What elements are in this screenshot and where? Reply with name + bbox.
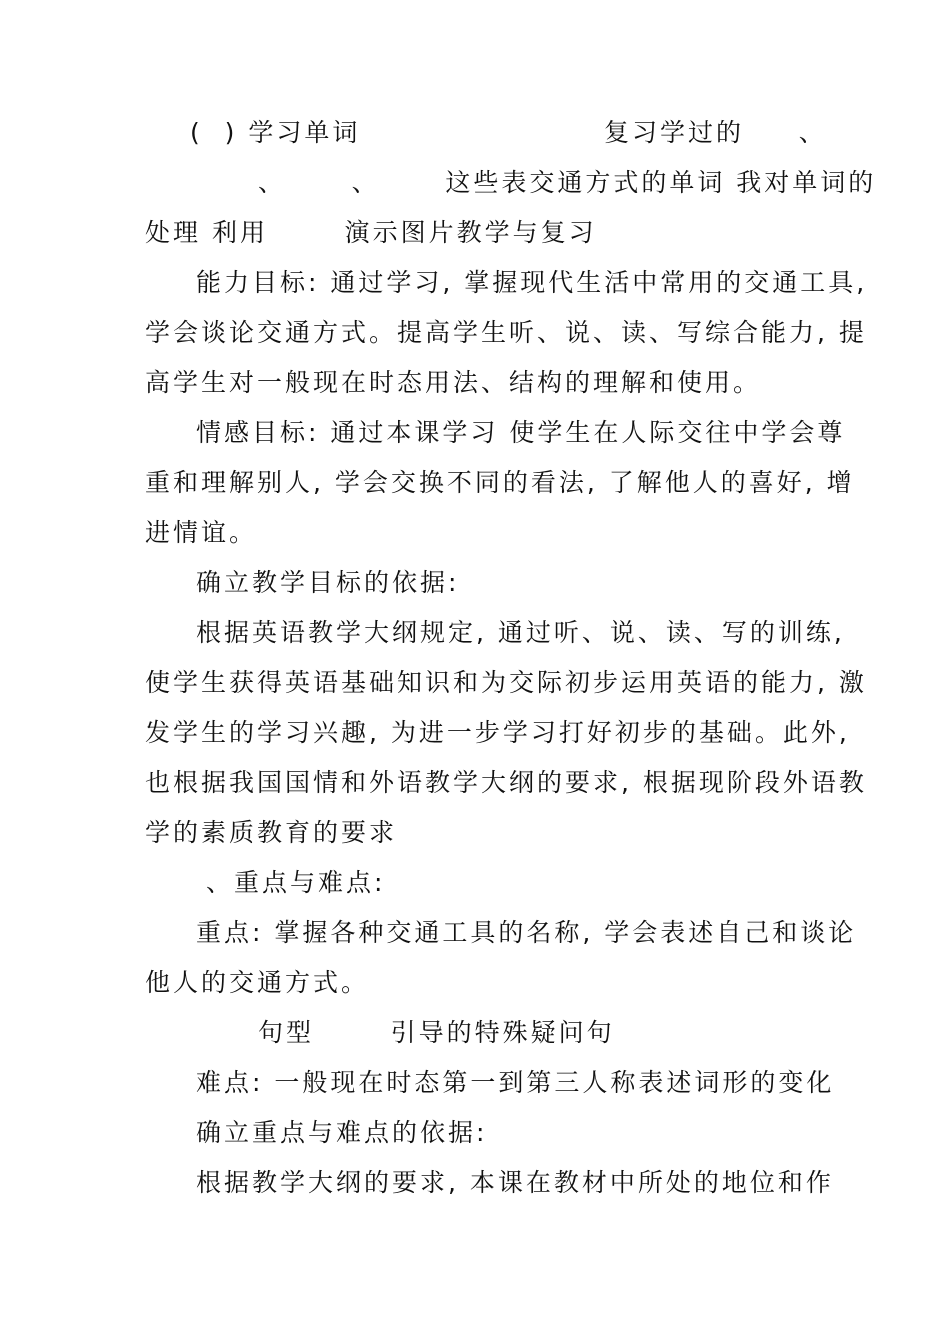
text-line: 重和理解别人, 学会交换不同的看法, 了解他人的喜好, 增 [145,468,855,497]
text-line: 复习学过的 、 [604,118,827,147]
text-line: 发学生的学习兴趣, 为进一步学习打好初步的基础。此外, [145,718,850,747]
text-line: 情感目标: 通过本课学习 使学生在人际交往中学会尊 [196,418,846,447]
text-line: 高学生对一般现在时态用法、结构的理解和使用。 [145,368,762,397]
text-line: 重点: 掌握各种交通工具的名称, 学会表述自己和谈论 [196,918,857,947]
text-line: 、 、 这些表交通方式的单词 我对单词的 [258,168,877,197]
text-line: 进情谊。 [145,518,258,547]
section-heading: 、重点与难点: [206,868,386,897]
text-line: 根据教学大纲的要求, 本课在教材中所处的地位和作 [196,1168,834,1197]
section-heading: 确立重点与难点的依据: [196,1118,488,1147]
section-heading: 确立教学目标的依据: [196,568,460,597]
text-line: 学会谈论交通方式。提高学生听、说、读、写综合能力, 提 [145,318,867,347]
text-line: ( ) 学习单词 [190,118,361,147]
text-line: 他人的交通方式。 [145,968,370,997]
text-line: 也根据我国国情和外语教学大纲的要求, 根据现阶段外语教 [145,768,867,797]
text-line: 使学生获得英语基础知识和为交际初步运用英语的能力, 激 [145,668,867,697]
text-line: 处理 利用 演示图片教学与复习 [145,218,597,247]
text-line: 学的素质教育的要求 [145,818,398,847]
text-line: 难点: 一般现在时态第一到第三人称表述词形的变化 [196,1068,835,1097]
text-line: 根据英语教学大纲规定, 通过听、说、读、写的训练, [196,618,845,647]
text-line: 能力目标: 通过学习, 掌握现代生活中常用的交通工具, [196,268,868,297]
text-line: 句型 引导的特殊疑问句 [258,1018,615,1047]
